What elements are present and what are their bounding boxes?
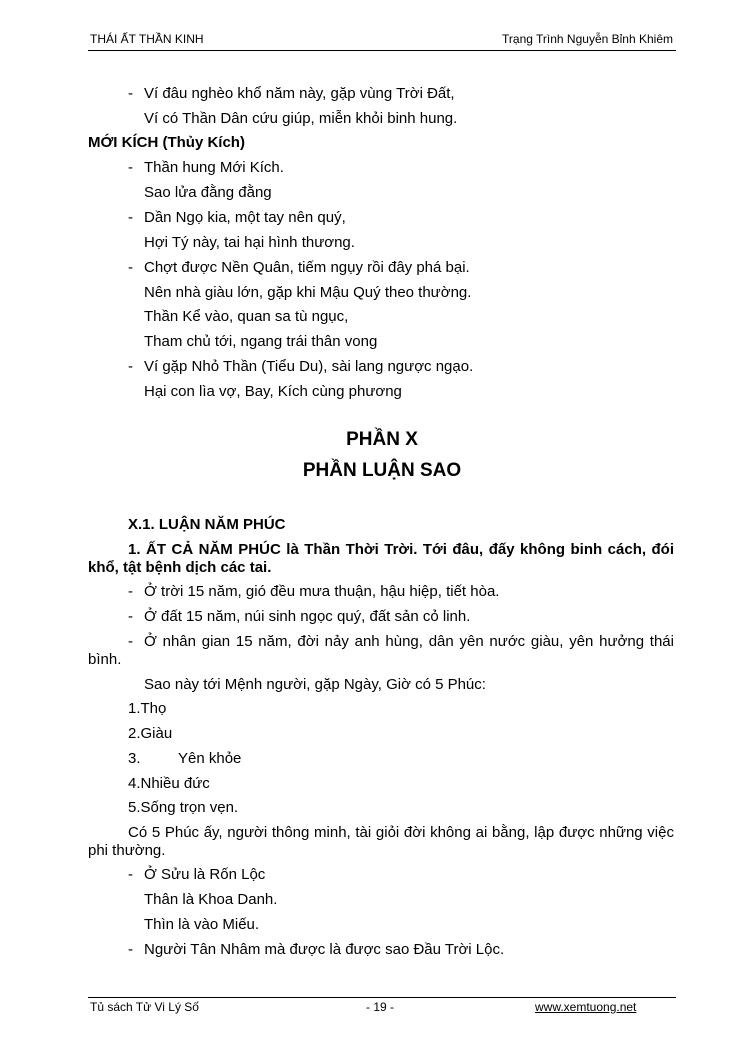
text-line: Ở Sửu là Rốn Lộc [144,866,266,883]
bullet-dash: - [128,866,133,883]
text-line: Hại con lìa vợ, Bay, Kích cùng phương [144,383,402,400]
text-line: Thân là Khoa Danh. [144,891,278,908]
text-line: Ví có Thần Dân cứu giúp, miễn khỏi binh hung. [144,110,458,127]
subsection-heading: X.1. LUẬN NĂM PHÚC [128,516,286,533]
paragraph: Có 5 Phúc ấy, người thông minh, tài giỏi đời không ai bằng, lập được những việc phi thường. [88,824,674,859]
bullet-dash: - [128,608,133,625]
bullet-dash: - [128,159,133,176]
text-line: Sao này tới Mệnh người, gặp Ngày, Giờ có 5 Phúc: [144,676,486,693]
numbered-item: 1.Thọ [128,700,167,717]
text-line: Tham chủ tới, ngang trái thân vong [144,333,378,350]
text-line: Chợt được Nền Quân, tiếm ngụy rồi đây phá bại. [144,259,470,276]
text-line: Sao lửa đằng đằng [144,184,272,201]
text-line: Dần Ngọ kia, một tay nên quý, [144,209,346,226]
text-line: Thìn là vào Miếu. [144,916,260,933]
numbered-item-number: 3. [128,750,141,767]
footer-collection-name: Tủ sách Tử Vi Lý Số [90,1000,199,1014]
bullet-dash: - [128,259,133,276]
numbered-item: 5.Sống trọn vẹn. [128,799,239,816]
footer-website-link[interactable]: www.xemtuong.net [535,1000,637,1014]
text-line: Nên nhà giàu lớn, gặp khi Mậu Quý theo thường. [144,284,472,301]
bullet-dash: - [128,583,133,600]
numbered-item: Yên khỏe [178,750,242,767]
header-rule [88,50,676,51]
bullet-dash: - [128,633,133,650]
text-line: Ở đất 15 năm, núi sinh ngọc quý, đất sản cỏ linh. [144,608,471,625]
text-line: Ví đâu nghèo khổ năm này, gặp vùng Trời Đất, [144,85,455,102]
text-line: Ví gặp Nhỏ Thần (Tiểu Du), sài lang ngược ngạo. [144,358,474,375]
page-number: - 19 - [366,1000,395,1014]
section-heading: MỚI KÍCH (Thủy Kích) [88,134,245,151]
numbered-item: 2.Giàu [128,725,173,742]
bullet-dash: - [128,209,133,226]
numbered-item: 4.Nhiều đức [128,775,210,792]
part-title: PHẦN LUẬN SAO [302,460,462,481]
footer-rule [88,997,676,998]
text-line: Thần hung Mới Kích. [144,159,284,176]
text-line: Ở trời 15 năm, gió đều mưa thuận, hậu hiệp, tiết hòa. [144,583,500,600]
bullet-dash: - [128,358,133,375]
header-author-right: Trạng Trình Nguyễn Bỉnh Khiêm [502,32,673,46]
text-line: Hợi Tý này, tai hại hình thương. [144,234,355,251]
text-line: Người Tân Nhâm mà được là được sao Đầu Trời Lộc. [144,941,505,958]
bullet-dash: - [128,85,133,102]
bullet-dash: - [128,941,133,958]
header-title-left: THÁI ẤT THẦN KINH [90,32,204,46]
paragraph: Ở nhân gian 15 năm, đời nảy anh hùng, dân yên nước giàu, yên hưởng thái bình. [88,633,674,668]
text-line: Thần Kể vào, quan sa tù ngục, [144,308,349,325]
bold-paragraph: 1. ẤT CẢ NĂM PHÚC là Thần Thời Trời. Tới đâu, đấy không binh cách, đói khổ, tật bệnh dịch các tai. [88,541,674,576]
part-heading: PHẦN X [346,429,418,450]
